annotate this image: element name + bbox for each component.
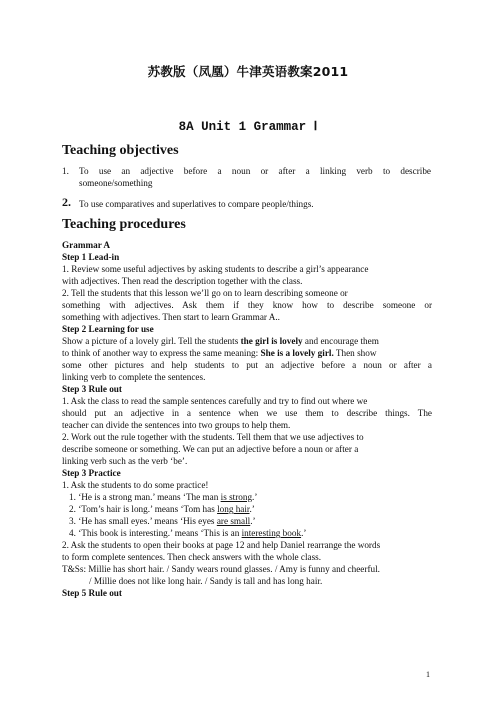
step2-line2-a: to think of another way to express the same meaning: [62,348,261,358]
step1-line2: with adjectives. Then read the description together with the class. [62,276,303,286]
step1-heading: Step 1 Lead-in [62,252,120,262]
objective-1-line1: To use an adjective before a noun or after a linking verb to describe [79,166,431,176]
practice-example-1 [69,492,257,504]
procedures-heading: Teaching procedures [62,217,186,232]
example-2-answer: long hair [217,504,250,514]
step2-line2 [62,348,376,360]
page-number: 1 [426,670,430,679]
step2-heading: Step 2 Learning for use [62,324,154,334]
step1-line1: 1. Review some useful adjectives by asking students to describe a girl’s appearance [62,264,369,274]
step2-line3: some other pictures and help students to put an adjective before a noun or after a [62,360,432,370]
objective-2-number: 2. [62,195,71,209]
example-3-answer: are small [216,516,251,526]
step2-line4: linking verb to complete the sentences. [62,372,206,382]
example-2-a: 2. ‘Tom’s hair is long.’ means ‘Tom has [69,504,218,514]
step2-line1-a: Show a picture of a lovely girl. Tell the students [62,336,241,346]
step3-line6: linking verb such as the verb ‘be’. [62,456,188,466]
example-1-a: 1. ‘He is a strong man.’ means ‘The man [69,492,221,502]
step3-line5: describe someone or something. We can put an adjective before a noun or after a [62,444,359,454]
step3-line1: 1. Ask the class to read the sample sentences carefully and try to find out where we [62,396,368,406]
step3-line3: teacher can divide the sentences into two groups to help them. [62,420,291,430]
example-1-answer: is strong [220,492,253,502]
example-4-a: 4. ‘This book is interesting.’ means ‘This is an [69,528,242,538]
objective-1-line2: someone/something [79,178,153,188]
practice-example-2 [69,504,255,516]
objective-1-number: 1. [62,166,69,176]
example-1-c: .’ [252,492,258,502]
example-4-c: .’ [301,528,307,538]
step2-line2-b: She is a lovely girl. [260,348,334,358]
step2-line1-b: the girl is lovely [240,336,303,346]
objective-2-text: To use comparatives and superlatives to compare people/things. [79,199,314,209]
step3-heading: Step 3 Rule out [62,384,122,394]
practice-line2: 2. Ask the students to open their books at page 12 and help Daniel rearrange the words [62,540,381,550]
step1-line5: something with adjectives. Then start to learn Grammar A.. [62,312,280,322]
practice-line5: / Millie does not like long hair. / Sandy is tall and has long hair. [89,576,323,586]
step3-practice-heading: Step 3 Practice [62,468,121,478]
example-4-answer: interesting book [241,528,302,538]
practice-line3: to form complete sentences. Then check answers with the whole class. [62,552,322,562]
example-3-c: .’ [250,516,256,526]
step3-line2: should put an adjective in a sentence when we use them to describe things. The [62,408,432,418]
step3-line4: 2. Work out the rule together with the students. Tell them that we use adjectives to [62,432,364,442]
step2-line1-c: and encourage them [302,336,379,346]
step1-line3: 2. Tell the students that this lesson we’ll go on to learn describing someone or [62,288,348,298]
step5-heading: Step 5 Rule out [62,588,122,598]
lesson-subtitle: 8A Unit 1 Grammar Ⅰ [178,120,318,134]
practice-line1: 1. Ask the students to do some practice! [62,480,209,490]
grammar-a-heading: Grammar A [62,240,111,250]
practice-line4: T&Ss: Millie has short hair. / Sandy wears round glasses. / Amy is funny and cheerful. [62,564,380,574]
step2-line2-c: Then show [333,348,377,358]
objectives-heading: Teaching objectives [62,143,179,158]
step2-line1 [62,336,379,348]
example-2-c: .’ [249,504,255,514]
example-3-a: 3. ‘He has small eyes.’ means ‘His eyes [69,516,217,526]
document-title: 苏教版（凤凰）牛津英语教案2011 [147,64,349,79]
practice-example-3 [69,516,256,528]
step1-line4: something with adjectives. Ask them if they know how to describe someone or [62,300,432,310]
practice-example-4 [69,528,306,540]
